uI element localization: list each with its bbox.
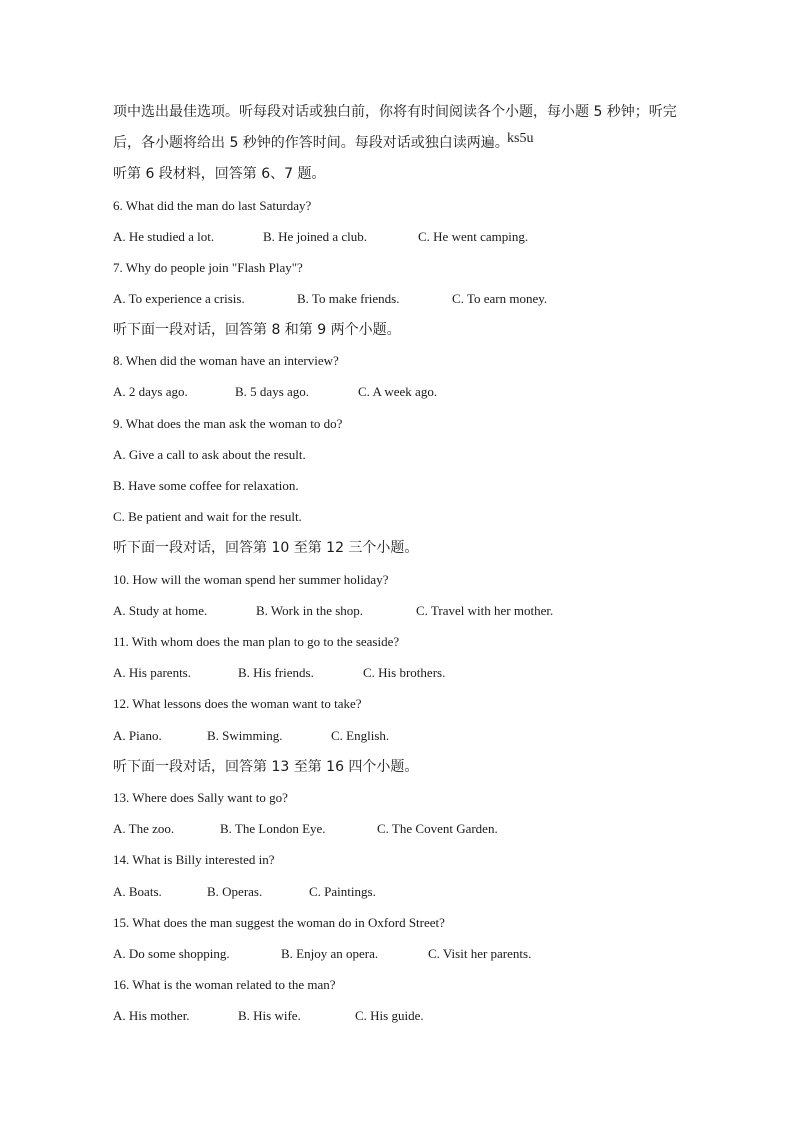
option-10c[interactable]: C. Travel with her mother. (416, 603, 554, 618)
option-7b[interactable]: B. To make friends. (297, 291, 400, 306)
option-8b[interactable]: B. 5 days ago. (235, 384, 310, 399)
options-14 (113, 884, 376, 900)
option-16c[interactable]: C. His guide. (355, 1008, 424, 1023)
option-13c[interactable]: C. The Covent Garden. (377, 821, 498, 836)
option-10a[interactable]: A. Study at home. (113, 603, 208, 618)
options-12 (113, 728, 390, 744)
option-16a[interactable]: A. His mother. (113, 1008, 190, 1023)
option-7c[interactable]: C. To earn money. (452, 291, 548, 306)
option-6a[interactable]: A. He studied a lot. (113, 229, 215, 244)
options-16 (113, 1008, 424, 1024)
option-12a[interactable]: A. Piano. (113, 728, 162, 743)
option-13a[interactable]: A. The zoo. (113, 821, 175, 836)
watermark: ks5u (507, 131, 534, 146)
options-15 (113, 946, 532, 962)
option-11c[interactable]: C. His brothers. (363, 665, 446, 680)
option-7a[interactable]: A. To experience a crisis. (113, 291, 245, 306)
question-15: 15. What does the man suggest the woman do in Oxford Street? (113, 915, 445, 930)
option-14c[interactable]: C. Paintings. (309, 884, 376, 899)
option-8a[interactable]: A. 2 days ago. (113, 384, 188, 399)
option-11b[interactable]: B. His friends. (238, 665, 314, 680)
option-15a[interactable]: A. Do some shopping. (113, 946, 230, 961)
question-8: 8. When did the woman have an interview? (113, 353, 339, 368)
option-8c[interactable]: C. A week ago. (358, 384, 438, 399)
question-6: 6. What did the man do last Saturday? (113, 198, 312, 213)
question-7: 7. Why do people join "Flash Play"? (113, 260, 303, 275)
option-9c[interactable]: C. Be patient and wait for the result. (113, 509, 302, 524)
section-heading-9: 听下面一段对话，回答第 13 至第 16 四个小题。 (113, 759, 419, 775)
options-8 (113, 384, 438, 400)
option-14b[interactable]: B. Operas. (207, 884, 263, 899)
section-heading-7: 听下面一段对话，回答第 8 和第 9 两个小题。 (113, 322, 401, 338)
option-14a[interactable]: A. Boats. (113, 884, 162, 899)
question-9: 9. What does the man ask the woman to do? (113, 416, 343, 431)
option-12c[interactable]: C. English. (331, 728, 390, 743)
section-heading-6: 听第 6 段材料，回答第 6、7 题。 (113, 166, 326, 182)
question-12: 12. What lessons does the woman want to take? (113, 696, 362, 711)
question-13: 13. Where does Sally want to go? (113, 790, 288, 805)
option-16b[interactable]: B. His wife. (238, 1008, 301, 1023)
question-14: 14. What is Billy interested in? (113, 852, 275, 867)
options-11 (113, 665, 446, 681)
option-15c[interactable]: C. Visit her parents. (428, 946, 532, 961)
option-6c[interactable]: C. He went camping. (418, 229, 529, 244)
intro-line-2: 后，各小题将给出 5 秒钟的作答时间。每段对话或独白读两遍。 (113, 135, 509, 151)
option-12b[interactable]: B. Swimming. (207, 728, 283, 743)
options-6 (113, 229, 529, 245)
question-11: 11. With whom does the man plan to go to the seaside? (113, 634, 400, 649)
options-10 (113, 603, 554, 619)
option-9b[interactable]: B. Have some coffee for relaxation. (113, 478, 299, 493)
section-heading-8: 听下面一段对话，回答第 10 至第 12 三个小题。 (113, 540, 419, 556)
option-6b[interactable]: B. He joined a club. (263, 229, 367, 244)
option-15b[interactable]: B. Enjoy an opera. (281, 946, 379, 961)
option-10b[interactable]: B. Work in the shop. (256, 603, 364, 618)
options-7 (113, 291, 548, 307)
options-13 (113, 821, 498, 837)
question-10: 10. How will the woman spend her summer holiday? (113, 572, 389, 587)
option-9a[interactable]: A. Give a call to ask about the result. (113, 447, 306, 462)
question-16: 16. What is the woman related to the man? (113, 977, 336, 992)
option-11a[interactable]: A. His parents. (113, 665, 191, 680)
intro-line-1: 项中选出最佳选项。听每段对话或独白前，你将有时间阅读各个小题，每小题 5 秒钟；听完 (113, 104, 677, 120)
option-13b[interactable]: B. The London Eye. (220, 821, 326, 836)
